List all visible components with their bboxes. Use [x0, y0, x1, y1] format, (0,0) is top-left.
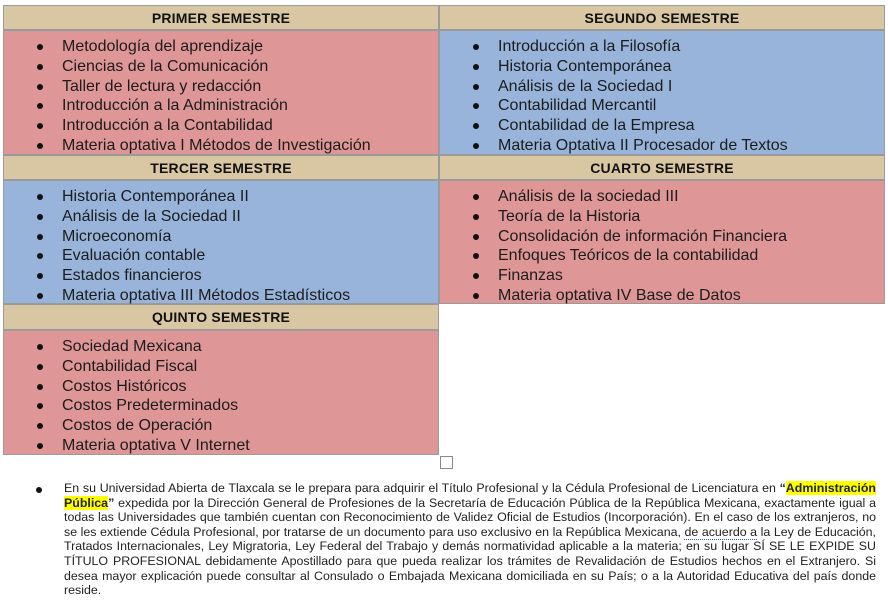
list-item: Finanzas	[440, 266, 884, 286]
list-item: Análisis de la Sociedad I	[440, 77, 884, 97]
semester-title: QUINTO SEMESTRE	[151, 309, 291, 325]
subject-list	[440, 31, 884, 156]
semester-header-5	[3, 304, 439, 330]
close-quote: ”	[108, 495, 115, 510]
table-resize-handle[interactable]	[440, 456, 453, 469]
list-item: Introducción a la Contabilidad	[4, 116, 438, 136]
list-item: Historia Contemporánea	[440, 57, 884, 77]
list-item: Costos Predeterminados	[4, 396, 438, 416]
list-item: Contabilidad Fiscal	[4, 357, 438, 377]
list-item: Materia optativa III Métodos Estadísticos	[4, 286, 438, 306]
list-item: Análisis de la sociedad III	[440, 187, 884, 207]
semester-box-4	[439, 180, 885, 304]
list-item: Materia Optativa II Procesador de Textos	[440, 136, 884, 156]
paragraph-text: En su Universidad Abierta de Tlaxcala se le prepara para adquirir el Título Profesional y la Cédula Profesional de Licenciatura en	[64, 481, 780, 495]
degree-name-highlight: Administración Pública	[64, 481, 876, 510]
list-item: Sociedad Mexicana	[4, 337, 438, 357]
list-item: Metodología del aprendizaje	[4, 37, 438, 57]
semester-title: CUARTO SEMESTRE	[590, 160, 734, 176]
semester-header-1	[3, 5, 439, 30]
semester-box-5	[3, 330, 439, 455]
semester-title: PRIMER SEMESTRE	[151, 10, 291, 26]
subject-list	[440, 181, 884, 306]
semester-box-2	[439, 30, 885, 155]
list-item: Costos Históricos	[4, 377, 438, 397]
list-item: Enfoques Teóricos de la contabilidad	[440, 246, 884, 266]
subject-list	[4, 331, 438, 456]
list-item: Contabilidad de la Empresa	[440, 116, 884, 136]
bullet-icon	[36, 487, 42, 493]
paragraph-text: expedida por la Dirección General de Profesiones de la Secretaría de Educación Pública de la República Mexicana, exactamente igual a todas las Universidades que también cuentan con Reconocimiento de Validez Oficial de Estudios (Incorporación). En el caso de los extranjeros, no se les extiende Cédula Profesional, por tratarse de un documento para uso exclusivo en la República Mexicana,	[64, 495, 876, 539]
list-item: Costos de Operación	[4, 416, 438, 436]
list-item: Taller de lectura y redacción	[4, 77, 438, 97]
list-item: Historia Contemporánea II	[4, 187, 438, 207]
semester-header-2	[439, 5, 885, 30]
semester-header-3	[3, 155, 439, 180]
semester-header-4	[439, 155, 885, 180]
info-paragraph	[64, 481, 876, 598]
list-item: Materia optativa V Internet	[4, 436, 438, 456]
grammar-flag-text: de acuerdo a	[684, 524, 758, 539]
semester-title: SEGUNDO SEMESTRE	[584, 10, 740, 26]
subject-list	[4, 31, 438, 156]
subject-list	[4, 181, 438, 306]
list-item: Microeconomía	[4, 227, 438, 247]
semester-box-3	[3, 180, 439, 304]
list-item: Consolidación de información Financiera	[440, 227, 884, 247]
list-item: Análisis de la Sociedad II	[4, 207, 438, 227]
list-item: Introducción a la Administración	[4, 96, 438, 116]
list-item: Teoría de la Historia	[440, 207, 884, 227]
open-quote: “	[779, 481, 786, 495]
paragraph-text: la Ley de Educación, Tratados Internacionales, Ley Migratoria, Ley Federal del Trabajo y demás normatividad aplicable a la materia; en su lugar SÍ SE LE EXPIDE SU TÍTULO PROFESIONAL debidamente Apostillado para que pueda realizar los trámites de Revalidación de Estudios hechos en el Extranjero. Si desea mayor explicación puede consultar al Consulado o Embajada Mexicana domiciliada en su País; o a la Autoridad Educativa del país donde reside.	[64, 524, 877, 598]
list-item: Evaluación contable	[4, 246, 438, 266]
list-item: Materia optativa IV Base de Datos	[440, 286, 884, 306]
list-item: Estados financieros	[4, 266, 438, 286]
semester-box-1	[3, 30, 439, 155]
list-item: Materia optativa I Métodos de Investigación	[4, 136, 438, 156]
list-item: Contabilidad Mercantil	[440, 96, 884, 116]
semester-title: TERCER SEMESTRE	[150, 160, 292, 176]
list-item: Ciencias de la Comunicación	[4, 57, 438, 77]
list-item: Introducción a la Filosofía	[440, 37, 884, 57]
